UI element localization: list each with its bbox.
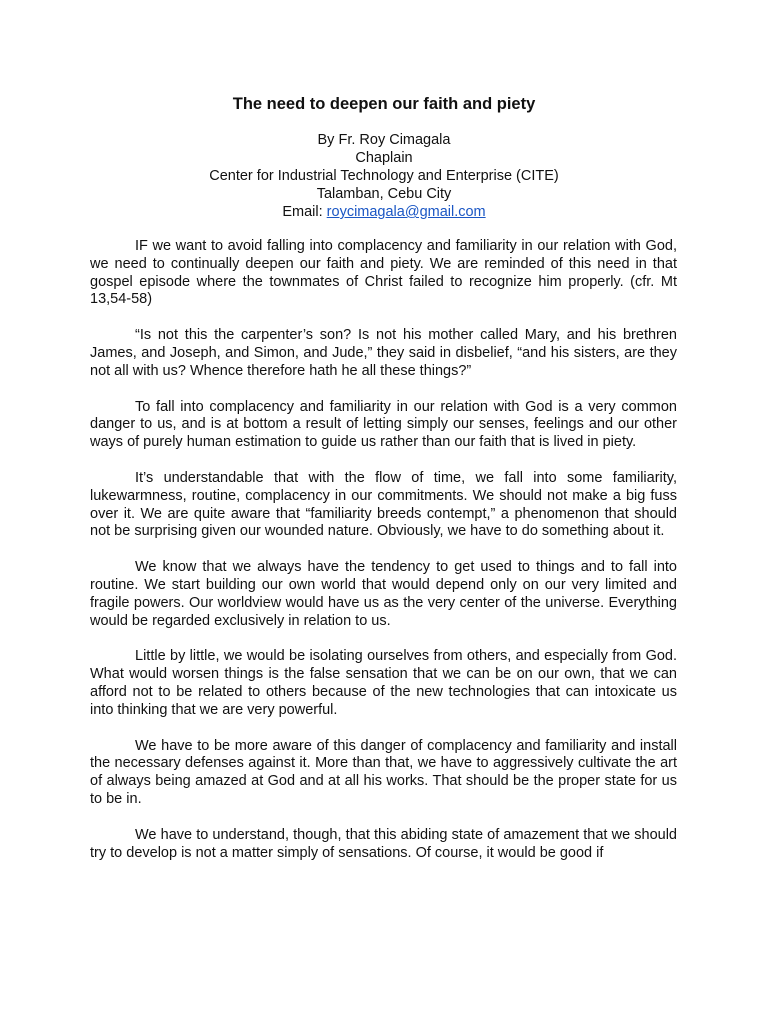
paragraph: We know that we always have the tendency to get used to things and to fall into routine. We start building our own world that would depend only on our very limited and fragile powers. Our worldview would have us as the very center of the universe. Everything would be regarded exclusively in relation to us. <box>90 559 677 629</box>
organization-line: Center for Industrial Technology and Enterprise (CITE) <box>209 168 559 184</box>
paragraph: We have to understand, though, that this abiding state of amazement that we should try to develop is not a matter simply of sensations. Of course, it would be good if <box>90 826 677 861</box>
email-link[interactable]: roycimagala@gmail.com <box>326 204 486 220</box>
paragraph: “Is not this the carpenter’s son? Is not his mother called Mary, and his brethren James, and Joseph, and Simon, and Jude,” they said in disbelief, “and his sisters, are they not all with us? Whence therefore hath he all these things?” <box>90 327 677 379</box>
email-line <box>90 203 678 221</box>
article-body <box>90 238 677 862</box>
paragraph: It’s understandable that with the flow of time, we fall into some familiarity, lukewarmness, routine, complacency in our commitments. We should not make a big fuss over it. We are quite aware that “familiarity breeds contempt,” a phenomenon that should not be surprising given our wounded nature. Obviously, we have to do something about it. <box>90 469 677 540</box>
paragraph: To fall into complacency and familiarity in our relation with God is a very common danger to us, and is at bottom a result of letting simply our senses, feelings and our other ways of purely human estimation to guide us rather than our faith that is lived in piety. <box>90 398 677 451</box>
email-label: Email: <box>282 204 327 220</box>
location-line: Talamban, Cebu City <box>316 186 452 202</box>
author-line: By Fr. Roy Cimagala <box>317 132 451 148</box>
paragraph: Little by little, we would be isolating ourselves from others, and especially from God. What would worsen things is the false sensation that we can be on our own, that we can afford not to be related to others because of the new technologies that can intoxicate us into thinking that we are very powerful. <box>90 648 677 718</box>
paragraph: IF we want to avoid falling into complacency and familiarity in our relation with God, we need to continually deepen our faith and piety. We are reminded of this need in that gospel episode where the townmates of Christ failed to recognize him properly. (cfr. Mt 13,54-58) <box>90 238 677 308</box>
document-title: The need to deepen our faith and piety <box>232 95 536 113</box>
role-line: Chaplain <box>355 150 413 166</box>
paragraph: We have to be more aware of this danger of complacency and familiarity and install the necessary defenses against it. More than that, we have to aggressively cultivate the art of always being amazed at God and at all his works. That should be the proper state for us to be in. <box>90 737 677 807</box>
byline-block <box>90 131 678 221</box>
